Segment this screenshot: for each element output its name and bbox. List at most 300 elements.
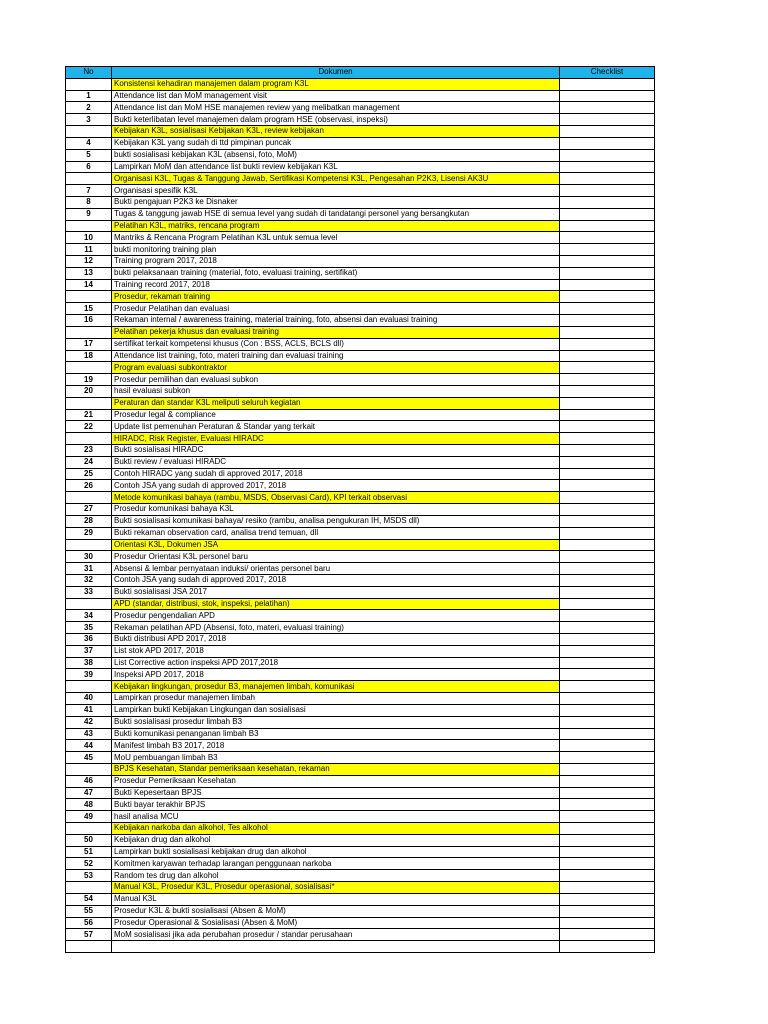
- checklist-cell[interactable]: [560, 338, 655, 350]
- row-number: [66, 291, 112, 303]
- document-cell: Update list pemenuhan Peraturan & Standar yang terkait: [112, 421, 560, 433]
- section-title: Metode komunikasi bahaya (rambu, MSDS, Observasi Card), KPI terkait observasi: [112, 492, 560, 504]
- document-cell: Random tes drug dan alkohol: [112, 870, 560, 882]
- checklist-cell[interactable]: [560, 196, 655, 208]
- checklist-cell: [560, 823, 655, 835]
- document-cell: Attendance list dan MoM management visit: [112, 90, 560, 102]
- document-cell: Contoh JSA yang sudah di approved 2017, 2018: [112, 574, 560, 586]
- document-cell: Lampirkan bukti Kebijakan Lingkungan dan sosialisasi: [112, 704, 560, 716]
- table-row: [66, 267, 655, 279]
- checklist-cell: [560, 492, 655, 504]
- table-row: [66, 716, 655, 728]
- section-header-row: [66, 326, 655, 338]
- row-number: 3: [66, 114, 112, 126]
- row-number: 16: [66, 315, 112, 327]
- table-row: [66, 456, 655, 468]
- table-row: [66, 279, 655, 291]
- table-row: [66, 669, 655, 681]
- table-row: [66, 811, 655, 823]
- section-title: BPJS Kesehatan, Standar pemeriksaan kesehatan, rekaman: [112, 763, 560, 775]
- table-row: [66, 185, 655, 197]
- document-cell: Bukti Kepesertaan BPJS: [112, 787, 560, 799]
- table-row: [66, 728, 655, 740]
- checklist-cell[interactable]: [560, 527, 655, 539]
- table-row: [66, 752, 655, 764]
- table-row: [66, 622, 655, 634]
- table-row: [66, 196, 655, 208]
- checklist-cell[interactable]: [560, 149, 655, 161]
- table-row: [66, 114, 655, 126]
- row-number: 17: [66, 338, 112, 350]
- section-title: Kebijakan K3L, sosialisasi Kebijakan K3L, review kebijakan: [112, 126, 560, 138]
- row-number: 5: [66, 149, 112, 161]
- section-header-row: [66, 173, 655, 185]
- header-no: No: [66, 67, 112, 79]
- section-header-row: [66, 823, 655, 835]
- header-row: [66, 67, 655, 79]
- row-number: 21: [66, 409, 112, 421]
- document-cell: sertifikat terkait kompetensi khusus (Con : BSS, ACLS, BCLS dll): [112, 338, 560, 350]
- table-row: [66, 645, 655, 657]
- document-cell: List Corrective action inspeksi APD 2017,2018: [112, 657, 560, 669]
- section-header-row: [66, 492, 655, 504]
- document-cell: Rekaman internal / awareness training, material training, foto, absensi dan evaluasi training: [112, 315, 560, 327]
- checklist-cell[interactable]: [560, 846, 655, 858]
- checklist-cell[interactable]: [560, 515, 655, 527]
- checklist-cell: [560, 681, 655, 693]
- row-number: 22: [66, 421, 112, 433]
- row-number: 44: [66, 740, 112, 752]
- table-row: [66, 350, 655, 362]
- document-cell: MoU pembuangan limbah B3: [112, 752, 560, 764]
- row-number: 54: [66, 893, 112, 905]
- document-cell: Lampirkan MoM dan attendance list bukti review kebijakan K3L: [112, 161, 560, 173]
- row-number: 38: [66, 657, 112, 669]
- document-cell: Kebijakan K3L yang sudah di ttd pimpinan puncak: [112, 137, 560, 149]
- table-row: [66, 409, 655, 421]
- section-title: Pelatihan pekerja khusus dan evaluasi training: [112, 326, 560, 338]
- table-row: [66, 917, 655, 929]
- row-number: 20: [66, 385, 112, 397]
- checklist-cell[interactable]: [560, 929, 655, 941]
- section-header-row: [66, 539, 655, 551]
- row-number: [66, 362, 112, 374]
- table-row: [66, 634, 655, 646]
- row-number: 8: [66, 196, 112, 208]
- checklist-cell[interactable]: [560, 232, 655, 244]
- section-header-row: [66, 681, 655, 693]
- section-header-row: [66, 126, 655, 138]
- table-row: [66, 468, 655, 480]
- row-number: 47: [66, 787, 112, 799]
- row-number: 50: [66, 834, 112, 846]
- document-cell: Tugas & tanggung jawab HSE di semua level yang sudah di tandatangi personel yang bersangkutan: [112, 208, 560, 220]
- checklist-cell: [560, 397, 655, 409]
- checklist-cell[interactable]: [560, 208, 655, 220]
- row-number: 30: [66, 551, 112, 563]
- checklist-cell[interactable]: [560, 752, 655, 764]
- checklist-cell[interactable]: [560, 315, 655, 327]
- section-title: Program evaluasi subkontraktor: [112, 362, 560, 374]
- checklist-cell: [560, 882, 655, 894]
- checklist-cell: [560, 291, 655, 303]
- checklist-cell[interactable]: [560, 669, 655, 681]
- row-number: 6: [66, 161, 112, 173]
- table-row: [66, 303, 655, 315]
- document-cell: Bukti distribusi APD 2017, 2018: [112, 634, 560, 646]
- row-number: 27: [66, 504, 112, 516]
- document-cell: [112, 941, 560, 953]
- table-row: [66, 161, 655, 173]
- table-row: [66, 149, 655, 161]
- row-number: 12: [66, 256, 112, 268]
- document-cell: Bukti sosialisasi HIRADC: [112, 445, 560, 457]
- row-number: 55: [66, 905, 112, 917]
- checklist-cell[interactable]: [560, 90, 655, 102]
- document-cell: bukti sosialisasi kebijakan K3L (absensi, foto, MoM): [112, 149, 560, 161]
- row-number: 11: [66, 244, 112, 256]
- table-row: [66, 693, 655, 705]
- checklist-cell[interactable]: [560, 350, 655, 362]
- checklist-cell[interactable]: [560, 185, 655, 197]
- row-number: 23: [66, 445, 112, 457]
- row-number: 14: [66, 279, 112, 291]
- document-cell: List stok APD 2017, 2018: [112, 645, 560, 657]
- section-title: Pelatihan K3L, matriks, rencana program: [112, 220, 560, 232]
- row-number: [66, 492, 112, 504]
- checklist-cell[interactable]: [560, 704, 655, 716]
- section-header-row: [66, 397, 655, 409]
- row-number: 35: [66, 622, 112, 634]
- table-row: [66, 551, 655, 563]
- checklist-cell: [560, 539, 655, 551]
- document-cell: Attendance list training, foto, materi training dan evaluasi training: [112, 350, 560, 362]
- document-cell: Bukti review / evaluasi HIRADC: [112, 456, 560, 468]
- checklist-cell[interactable]: [560, 374, 655, 386]
- table-row: [66, 870, 655, 882]
- checklist-cell[interactable]: [560, 480, 655, 492]
- section-title: Organisasi K3L, Tugas & Tanggung Jawab, Sertifikasi Kompetensi K3L, Pengesahan P2K3, Lisensi AK3U: [112, 173, 560, 185]
- document-cell: Bukti komunikasi penanganan limbah B3: [112, 728, 560, 740]
- table-row: [66, 256, 655, 268]
- row-number: 7: [66, 185, 112, 197]
- checklist-cell[interactable]: [560, 114, 655, 126]
- row-number: 45: [66, 752, 112, 764]
- row-number: 10: [66, 232, 112, 244]
- checklist-cell[interactable]: [560, 716, 655, 728]
- document-cell: Inspeksi APD 2017, 2018: [112, 669, 560, 681]
- row-number: [66, 681, 112, 693]
- row-number: [66, 173, 112, 185]
- section-header-row: [66, 362, 655, 374]
- checklist-cell[interactable]: [560, 693, 655, 705]
- checklist-cell[interactable]: [560, 917, 655, 929]
- checklist-cell[interactable]: [560, 610, 655, 622]
- checklist-cell[interactable]: [560, 870, 655, 882]
- checklist-cell[interactable]: [560, 267, 655, 279]
- document-cell: Prosedur Pemeriksaan Kesehatan: [112, 775, 560, 787]
- checklist-cell[interactable]: [560, 941, 655, 953]
- checklist-cell[interactable]: [560, 279, 655, 291]
- checklist-cell[interactable]: [560, 303, 655, 315]
- row-number: 2: [66, 102, 112, 114]
- table-row: [66, 515, 655, 527]
- row-number: 57: [66, 929, 112, 941]
- section-header-row: [66, 220, 655, 232]
- row-number: 51: [66, 846, 112, 858]
- row-number: [66, 220, 112, 232]
- row-number: 29: [66, 527, 112, 539]
- row-number: 15: [66, 303, 112, 315]
- table-row: [66, 208, 655, 220]
- section-title: HIRADC, Risk Register, Evaluasi HIRADC: [112, 433, 560, 445]
- row-number: 39: [66, 669, 112, 681]
- row-number: [66, 539, 112, 551]
- row-number: 52: [66, 858, 112, 870]
- table-row: [66, 244, 655, 256]
- table-row: [66, 480, 655, 492]
- checklist-cell[interactable]: [560, 622, 655, 634]
- checklist-cell[interactable]: [560, 811, 655, 823]
- row-number: 36: [66, 634, 112, 646]
- document-cell: bukti monitoring training plan: [112, 244, 560, 256]
- document-cell: MoM sosialisasi jika ada perubahan prosedur / standar perusahaan: [112, 929, 560, 941]
- row-number: [66, 126, 112, 138]
- table-row: [66, 834, 655, 846]
- row-number: 25: [66, 468, 112, 480]
- checklist-cell[interactable]: [560, 657, 655, 669]
- checklist-cell[interactable]: [560, 137, 655, 149]
- checklist-cell[interactable]: [560, 858, 655, 870]
- row-number: 46: [66, 775, 112, 787]
- document-cell: Training program 2017, 2018: [112, 256, 560, 268]
- table-row: [66, 374, 655, 386]
- document-cell: Absensi & lembar pernyataan induksi/ orientas personel baru: [112, 563, 560, 575]
- checklist-cell[interactable]: [560, 504, 655, 516]
- checklist-cell: [560, 326, 655, 338]
- checklist-cell[interactable]: [560, 799, 655, 811]
- checklist-cell[interactable]: [560, 645, 655, 657]
- row-number: 42: [66, 716, 112, 728]
- table-row: [66, 929, 655, 941]
- checklist-cell[interactable]: [560, 586, 655, 598]
- checklist-cell[interactable]: [560, 551, 655, 563]
- checklist-cell: [560, 763, 655, 775]
- row-number: [66, 941, 112, 953]
- checklist-cell: [560, 598, 655, 610]
- section-title: Prosedur, rekaman training: [112, 291, 560, 303]
- checklist-table: [65, 66, 655, 953]
- document-cell: Prosedur Pelatihan dan evaluasi: [112, 303, 560, 315]
- checklist-cell[interactable]: [560, 574, 655, 586]
- section-header-row: [66, 882, 655, 894]
- document-cell: Prosedur pengendalian APD: [112, 610, 560, 622]
- row-number: 1: [66, 90, 112, 102]
- checklist-cell: [560, 362, 655, 374]
- table-row: [66, 858, 655, 870]
- row-number: [66, 882, 112, 894]
- header-checklist: Checklist: [560, 67, 655, 79]
- table-body: [66, 78, 655, 952]
- section-title: Konsistensi kehadiran manajemen dalam program K3L: [112, 78, 560, 90]
- table-row: [66, 775, 655, 787]
- table-row: [66, 586, 655, 598]
- document-cell: Attendance list dan MoM HSE manajemen review yang melibatkan management: [112, 102, 560, 114]
- table-row: [66, 740, 655, 752]
- row-number: 31: [66, 563, 112, 575]
- document-cell: Bukti sosialisasi prosedur limbah B3: [112, 716, 560, 728]
- table-row: [66, 704, 655, 716]
- checklist-cell[interactable]: [560, 834, 655, 846]
- table-row: [66, 385, 655, 397]
- document-cell: Training record 2017, 2018: [112, 279, 560, 291]
- section-title: Orientasi K3L, Dokumen JSA: [112, 539, 560, 551]
- document-cell: Manual K3L: [112, 893, 560, 905]
- document-cell: Organisasi spesifik K3L: [112, 185, 560, 197]
- row-number: 34: [66, 610, 112, 622]
- document-cell: Prosedur Operasional & Sosialisasi (Absen & MoM): [112, 917, 560, 929]
- row-number: 43: [66, 728, 112, 740]
- table-row: [66, 846, 655, 858]
- checklist-cell[interactable]: [560, 244, 655, 256]
- checklist-cell[interactable]: [560, 787, 655, 799]
- table-row: [66, 787, 655, 799]
- checklist-cell[interactable]: [560, 409, 655, 421]
- table-row: [66, 574, 655, 586]
- row-number: [66, 433, 112, 445]
- document-cell: Prosedur pemilihan dan evaluasi subkon: [112, 374, 560, 386]
- document-cell: Bukti rekaman observation card, analisa trend temuan, dll: [112, 527, 560, 539]
- table-row: [66, 504, 655, 516]
- row-number: 9: [66, 208, 112, 220]
- table-row: [66, 905, 655, 917]
- row-number: [66, 326, 112, 338]
- header-dokumen: Dokumen: [112, 67, 560, 79]
- row-number: 49: [66, 811, 112, 823]
- row-number: [66, 763, 112, 775]
- checklist-cell[interactable]: [560, 385, 655, 397]
- section-title: Kebijakan lingkungan, prosedur B3, manajemen limbah, komunikasi: [112, 681, 560, 693]
- checklist-cell[interactable]: [560, 728, 655, 740]
- checklist-cell[interactable]: [560, 445, 655, 457]
- checklist-cell: [560, 173, 655, 185]
- checklist-cell[interactable]: [560, 634, 655, 646]
- document-cell: Mantriks & Rencana Program Pelatihan K3L untuk semua level: [112, 232, 560, 244]
- document-cell: bukti pelaksanaan training (material, foto, evaluasi training, sertifikat): [112, 267, 560, 279]
- table-row: [66, 610, 655, 622]
- section-header-row: [66, 291, 655, 303]
- row-number: 40: [66, 693, 112, 705]
- document-cell: Bukti pengajuan P2K3 ke Disnaker: [112, 196, 560, 208]
- row-number: 32: [66, 574, 112, 586]
- checklist-cell[interactable]: [560, 740, 655, 752]
- checklist-cell[interactable]: [560, 256, 655, 268]
- row-number: 56: [66, 917, 112, 929]
- row-number: 18: [66, 350, 112, 362]
- document-cell: Bukti sosialisasi komunikasi bahaya/ resiko (rambu, analisa pengukuran IH, MSDS dll): [112, 515, 560, 527]
- checklist-cell[interactable]: [560, 775, 655, 787]
- checklist-cell[interactable]: [560, 893, 655, 905]
- row-number: [66, 78, 112, 90]
- checklist-cell[interactable]: [560, 161, 655, 173]
- section-title: Kebijakan narkoba dan alkohol, Tes alkohol: [112, 823, 560, 835]
- document-cell: hasil analisa MCU: [112, 811, 560, 823]
- checklist-cell: [560, 126, 655, 138]
- row-number: 37: [66, 645, 112, 657]
- table-row: [66, 90, 655, 102]
- document-cell: hasil evaluasi subkon: [112, 385, 560, 397]
- row-number: 19: [66, 374, 112, 386]
- document-cell: Bukti keterlibatan level manajemen dalam program HSE (observasi, inspeksi): [112, 114, 560, 126]
- table-row: [66, 315, 655, 327]
- document-cell: Kebijakan drug dan alkohol: [112, 834, 560, 846]
- table-row: [66, 657, 655, 669]
- document-cell: Manifest limbah B3 2017, 2018: [112, 740, 560, 752]
- document-cell: Bukti bayar terakhir BPJS: [112, 799, 560, 811]
- document-cell: Contoh HIRADC yang sudah di approved 2017, 2018: [112, 468, 560, 480]
- checklist-cell[interactable]: [560, 456, 655, 468]
- table-row: [66, 941, 655, 953]
- checklist-cell[interactable]: [560, 102, 655, 114]
- checklist-cell: [560, 220, 655, 232]
- row-number: 4: [66, 137, 112, 149]
- checklist-cell[interactable]: [560, 421, 655, 433]
- table-row: [66, 102, 655, 114]
- document-cell: Lampirkan bukti sosialisasi kebijakan drug dan alkohol: [112, 846, 560, 858]
- checklist-cell: [560, 433, 655, 445]
- section-title: APD (standar, distribusi, stok, inspeksi, pelatihan): [112, 598, 560, 610]
- document-cell: Prosedur K3L & bukti sosialisasi (Absen & MoM): [112, 905, 560, 917]
- document-cell: Contoh JSA yang sudah di approved 2017, 2018: [112, 480, 560, 492]
- checklist-cell[interactable]: [560, 563, 655, 575]
- row-number: [66, 598, 112, 610]
- row-number: 26: [66, 480, 112, 492]
- document-cell: Bukti sosialisasi JSA 2017: [112, 586, 560, 598]
- checklist-cell[interactable]: [560, 905, 655, 917]
- row-number: 33: [66, 586, 112, 598]
- checklist-cell: [560, 78, 655, 90]
- document-cell: Prosedur Orientasi K3L personel baru: [112, 551, 560, 563]
- document-cell: Prosedur legal & compliance: [112, 409, 560, 421]
- section-header-row: [66, 433, 655, 445]
- table-row: [66, 421, 655, 433]
- section-header-row: [66, 78, 655, 90]
- document-cell: Komitmen karyawan terhadap larangan penggunaan narkoba: [112, 858, 560, 870]
- table-row: [66, 338, 655, 350]
- section-header-row: [66, 763, 655, 775]
- row-number: 41: [66, 704, 112, 716]
- section-title: Peraturan dan standar K3L meliputi seluruh kegiatan: [112, 397, 560, 409]
- table-row: [66, 563, 655, 575]
- row-number: 28: [66, 515, 112, 527]
- row-number: 53: [66, 870, 112, 882]
- row-number: [66, 823, 112, 835]
- document-cell: Rekaman pelatihan APD (Absensi, foto, materi, evaluasi training): [112, 622, 560, 634]
- row-number: 48: [66, 799, 112, 811]
- row-number: 13: [66, 267, 112, 279]
- checklist-cell[interactable]: [560, 468, 655, 480]
- table-row: [66, 445, 655, 457]
- table-row: [66, 527, 655, 539]
- document-cell: Lampirkan prosedur manajemen limbah: [112, 693, 560, 705]
- table-row: [66, 799, 655, 811]
- table-row: [66, 893, 655, 905]
- row-number: 24: [66, 456, 112, 468]
- section-title: Manual K3L, Prosedur K3L, Prosedur operasional, sosialisasi*: [112, 882, 560, 894]
- table-row: [66, 137, 655, 149]
- section-header-row: [66, 598, 655, 610]
- document-cell: Prosedur komunikasi bahaya K3L: [112, 504, 560, 516]
